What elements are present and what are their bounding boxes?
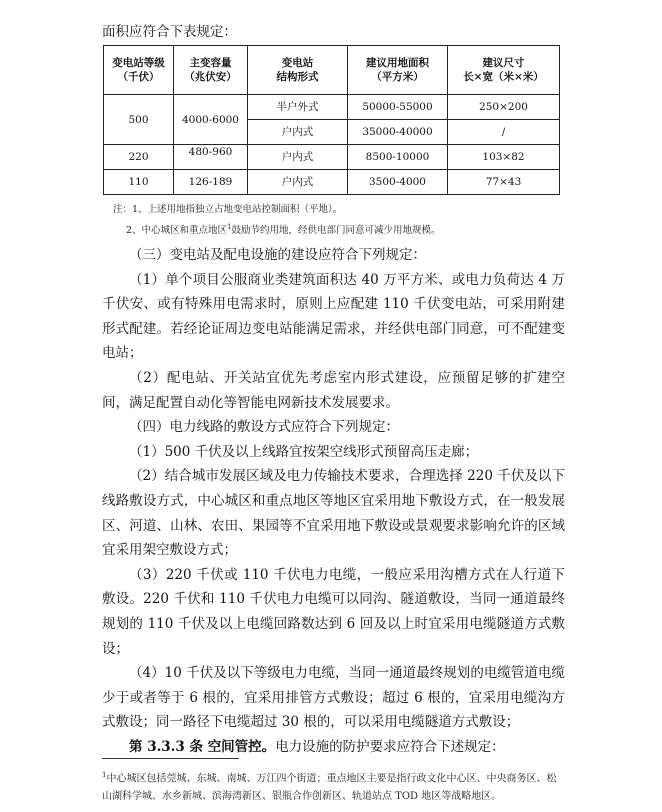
- header-structure: 变电站 结构形式: [248, 46, 348, 95]
- header-capacity: 主变容量 （兆伏安）: [174, 46, 248, 95]
- footnote-ref: 1: [227, 222, 232, 231]
- cell-structure: 半户外式: [248, 95, 348, 120]
- footnote-divider: [102, 758, 239, 759]
- paragraph: （2）结合城市发展区域及电力传输技术要求，合理选择 220 千伏及以下线路敷设方式，中心城区和重点地区等地区宜采用地下敷设方式，在一般发展区、河道、山林、农田、果园等不宜采用地下敷设或景观要求影响允许的区域宜采用架空敷设方式；: [102, 468, 565, 559]
- table-header-row: [104, 46, 560, 95]
- footnote-marker: 1: [102, 771, 107, 779]
- paragraph: （1）单个项目公服商业类建筑面积达 40 万平方米、或电力负荷达 4 万千伏安、或有特殊用电需求时，原则上应配建 110 千伏变电站，可采用附建形式配建。若经论证周边变电站能满足需求，并经供电部门同意，可不配建变电站；: [102, 271, 565, 362]
- body-text: [102, 243, 565, 759]
- cell-area: 35000-40000: [348, 120, 448, 145]
- table-row: [104, 145, 560, 170]
- paragraph: （4）10 千伏及以下等级电力电缆，当同一通道最终规划的电缆管道电缆少于或者等于 6 根的，宜采用排管方式敷设；超过 6 根的，宜采用电缆沟方式敷设；同一路径下电缆超过 30 根的，可以采用电缆隧道方式敷设；: [102, 665, 565, 731]
- paragraph: （3）220 千伏或 110 千伏电力电缆，一般应采用沟槽方式在人行道下敷设。220 千伏和 110 千伏电力电缆可以同沟、隧道敷设，当同一通道最终规划的 110 千伏及以上电缆回路数达到 6 回及以上时宜采用电缆隧道方式敷设；: [102, 566, 565, 657]
- lead-text: 面积应符合下表规定：: [102, 24, 237, 40]
- cell-area: 50000-55000: [348, 95, 448, 120]
- cell-size: 77×43: [448, 170, 560, 195]
- cell-structure: 户内式: [248, 145, 348, 170]
- paragraph: （三）变电站及配电设施的建设应符合下列规定：: [129, 247, 426, 263]
- cell-area: 3500-4000: [348, 170, 448, 195]
- article-title: 空间管控。: [207, 738, 276, 755]
- cell-structure: 户内式: [248, 170, 348, 195]
- cell-size: 103×82: [448, 145, 560, 170]
- header-level: 变电站等级 （千伏）: [104, 46, 174, 95]
- paragraph: （四）电力线路的敷设方式应符合下列规定：: [129, 419, 399, 436]
- cell-level: 110: [104, 170, 174, 195]
- cell-level: 500: [104, 95, 174, 145]
- table-note-1: 注：1、上述用地指独立占地变电站控制面积（平地）。: [113, 204, 343, 215]
- table-row: [104, 170, 560, 195]
- substation-spec-table: [103, 45, 560, 195]
- cell-size: /: [448, 120, 560, 145]
- article-text: 电力设施的防护要求应符合下述规定：: [275, 738, 505, 755]
- header-area: 建议用地面积 （平方米）: [348, 46, 448, 95]
- table-row: [104, 95, 560, 120]
- cell-structure: 户内式: [248, 120, 348, 145]
- cell-capacity: 126-189: [174, 170, 248, 195]
- cell-level: 220: [104, 145, 174, 170]
- header-size: 建议尺寸 长×宽（米×米）: [448, 46, 560, 95]
- footnote-text: 中心城区包括莞城、东城、南城、万江四个街道；重点地区主要是指行政文化中心区、中央商务区、松山湖科学城、水乡新城、滨海湾新区、银瓶合作创新区、轨道站点 TOD 地区等战略地区。: [102, 773, 557, 803]
- paragraph: （2）配电站、开关站宜优先考虑室内形式建设，应预留足够的扩建空间，满足配置自动化等智能电网新技术发展要求。: [102, 369, 565, 411]
- paragraph: （1）500 千伏及以上线路宜按架空线形式预留高压走廊；: [129, 443, 479, 460]
- article-number: 第 3.3.3 条: [129, 738, 203, 755]
- table-note-2: 2、中心城区和重点地区$^1$鼓励节约用地，经供电部门同意可减少用地规模。: [126, 222, 441, 236]
- article-heading: [102, 735, 565, 760]
- cell-capacity: 4000-6000: [174, 95, 248, 145]
- cell-size: 250×200: [448, 95, 560, 120]
- cell-capacity: 480-960: [174, 145, 248, 170]
- cell-area: 8500-10000: [348, 145, 448, 170]
- footnote: [102, 766, 564, 806]
